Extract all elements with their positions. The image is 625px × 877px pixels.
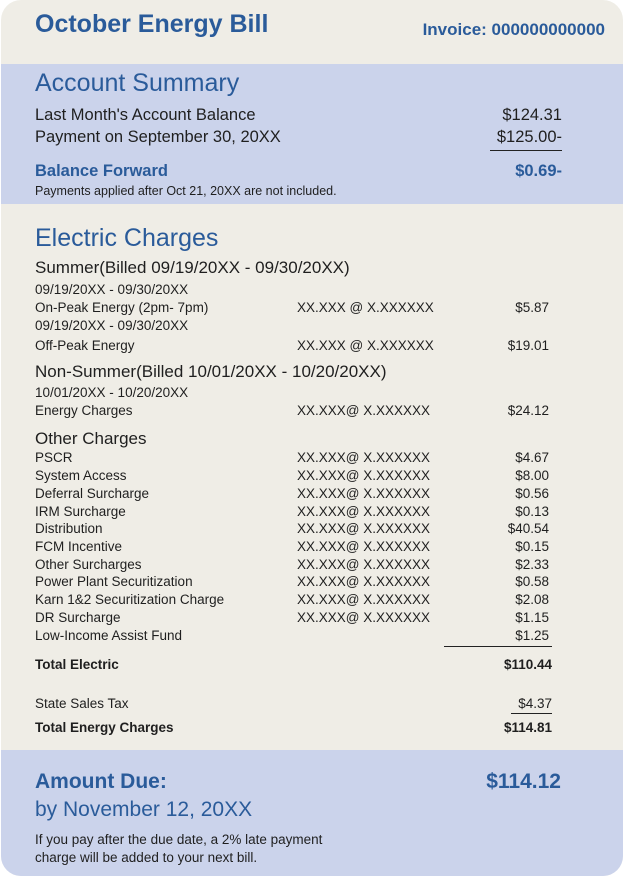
balance-forward-value: $0.69- [515,162,562,180]
bill-card [1,0,623,876]
tax-divider [511,713,552,714]
total-electric-row: Total Electric $110.44 [35,657,552,672]
amount-due-value: $114.12 [486,770,561,793]
on-peak-energy-row: On-Peak Energy (2pm- 7pm) XX.XXX @ X.XXXXXX $5.87 [35,300,549,315]
charge-row-deferral-surcharge: Deferral Surcharge XX.XXX@ X.XXXXXX $0.56 [35,486,549,501]
payments-note: Payments applied after Oct 21, 20XX are not included. [35,184,337,198]
summer-date-2: 09/19/20XX - 09/30/20XX [35,318,189,333]
summer-date-1: 09/19/20XX - 09/30/20XX [35,282,189,297]
other-charges-heading: Other Charges [35,429,147,448]
subtotal-divider [444,646,552,647]
total-energy-charges-row: Total Energy Charges $114.81 [35,720,552,735]
late-payment-note-1: If you pay after the due date, a 2% late payment [35,832,323,847]
charge-row-pscr: PSCR XX.XXX@ X.XXXXXX $4.67 [35,450,549,465]
nonsummer-date: 10/01/20XX - 10/20/20XX [35,385,189,400]
charge-row-distribution: Distribution XX.XXX@ X.XXXXXX $40.54 [35,521,549,536]
last-balance-value: $124.31 [502,106,562,124]
amount-due-section [1,750,623,876]
charge-row-dr-surcharge: DR Surcharge XX.XXX@ X.XXXXXX $1.15 [35,610,549,625]
invoice-number: Invoice: 000000000000 [422,20,605,39]
charge-row-irm-surcharge: IRM Surcharge XX.XXX@ X.XXXXXX $0.13 [35,504,549,519]
payment-value: $125.00- [496,128,562,146]
charge-row-fcm-incentive: FCM Incentive XX.XXX@ X.XXXXXX $0.15 [35,539,549,554]
charge-row-other-surcharges: Other Surcharges XX.XXX@ X.XXXXXX $2.33 [35,557,549,572]
balance-forward-label: Balance Forward [35,162,168,180]
payment-label: Payment on September 30, 20XX [35,128,281,146]
state-sales-tax-row: State Sales Tax $4.37 [35,696,552,711]
charge-row-system-access: System Access XX.XXX@ X.XXXXXX $8.00 [35,468,549,483]
late-payment-note-2: charge will be added to your next bill. [35,850,258,865]
account-summary-title: Account Summary [35,69,240,97]
last-balance-label: Last Month's Account Balance [35,106,256,124]
amount-due-label: Amount Due: [35,770,167,793]
energy-charges-row: Energy Charges XX.XXX@ X.XXXXXX $24.12 [35,403,549,418]
charge-row-karn-securitization: Karn 1&2 Securitization Charge XX.XXX@ X.XXXXXX $2.08 [35,592,549,607]
summer-heading: Summer(Billed 09/19/20XX - 09/30/20XX) [35,258,350,277]
charge-row-power-plant-securitization: Power Plant Securitization XX.XXX@ X.XXXXXX $0.58 [35,574,549,589]
summary-divider [490,150,562,151]
charge-row-low-income-assist: Low-Income Assist Fund $1.25 [35,628,549,643]
electric-charges-title: Electric Charges [35,224,219,252]
off-peak-energy-row: Off-Peak Energy XX.XXX @ X.XXXXXX $19.01 [35,338,549,353]
account-summary-section [1,64,623,204]
bill-title: October Energy Bill [35,10,269,38]
due-date: by November 12, 20XX [35,798,253,821]
bill-header [1,0,623,60]
nonsummer-heading: Non-Summer(Billed 10/01/20XX - 10/20/20XX) [35,362,387,381]
